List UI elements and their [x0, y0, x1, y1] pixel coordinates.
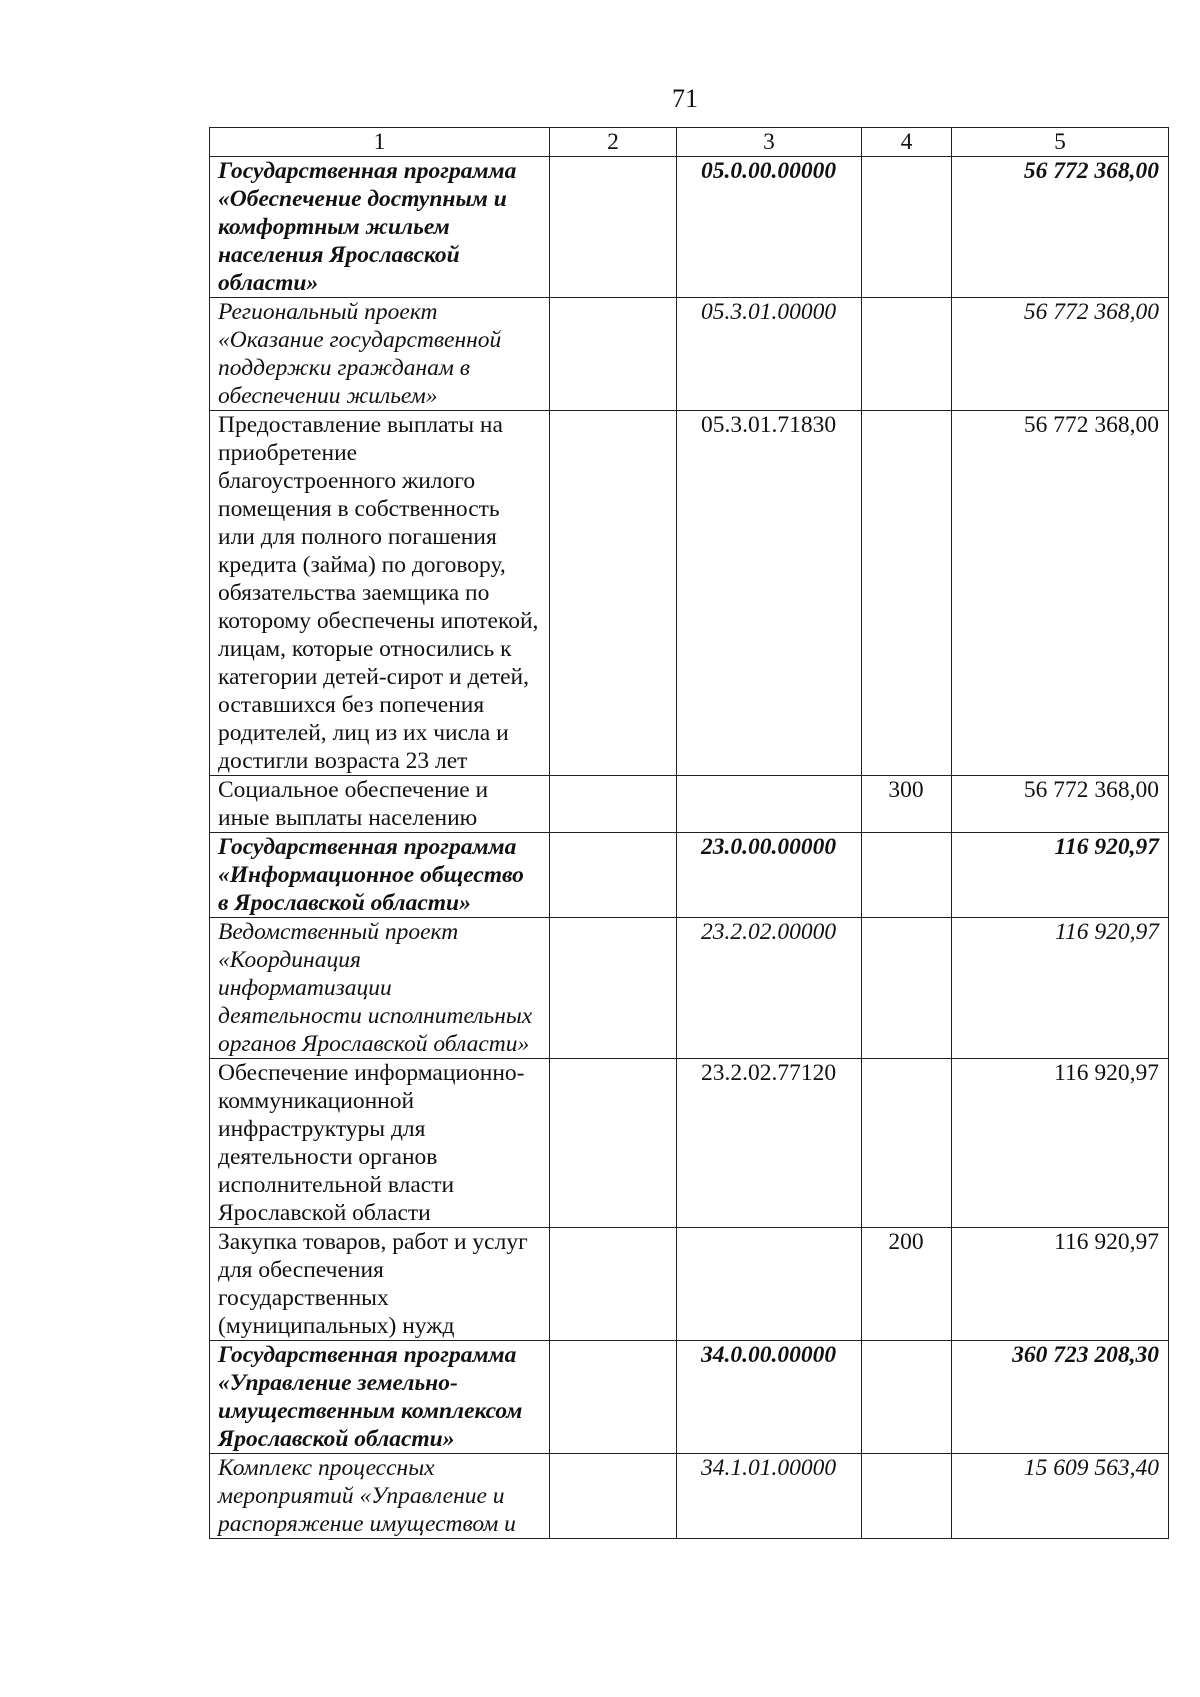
row-code: [677, 776, 862, 833]
header-col-2: 2: [550, 128, 677, 157]
row-col2: [550, 833, 677, 918]
row-code: 23.2.02.00000: [677, 918, 862, 1059]
row-amount: 56 772 368,00: [952, 411, 1169, 776]
row-amount: 56 772 368,00: [952, 776, 1169, 833]
row-col2: [550, 918, 677, 1059]
header-col-1: 1: [210, 128, 550, 157]
row-name: Ведомственный проект «Координация информатизации деятельности исполнительных органов Ярославской области»: [210, 918, 550, 1059]
row-type: 300: [862, 776, 952, 833]
row-type: [862, 298, 952, 411]
row-amount: 116 920,97: [952, 833, 1169, 918]
row-col2: [550, 157, 677, 298]
table-row: [210, 1341, 1169, 1454]
row-code: 05.0.00.00000: [677, 157, 862, 298]
table-row: [210, 918, 1169, 1059]
row-code: 34.0.00.00000: [677, 1341, 862, 1454]
row-type: 200: [862, 1228, 952, 1341]
row-name: Комплекс процессных мероприятий «Управление и распоряжение имуществом и: [210, 1454, 550, 1539]
header-col-3: 3: [677, 128, 862, 157]
row-name: Государственная программа «Управление земельно-имущественным комплексом Ярославской области»: [210, 1341, 550, 1454]
row-amount: 360 723 208,30: [952, 1341, 1169, 1454]
row-name: Государственная программа «Информационное общество в Ярославской области»: [210, 833, 550, 918]
row-type: [862, 1454, 952, 1539]
row-type: [862, 1059, 952, 1228]
row-amount: 56 772 368,00: [952, 298, 1169, 411]
row-name: Государственная программа «Обеспечение доступным и комфортным жильем населения Ярославской области»: [210, 157, 550, 298]
row-amount: 116 920,97: [952, 918, 1169, 1059]
row-col2: [550, 1059, 677, 1228]
row-code: 34.1.01.00000: [677, 1454, 862, 1539]
row-code: 05.3.01.71830: [677, 411, 862, 776]
row-name: Закупка товаров, работ и услуг для обеспечения государственных (муниципальных) нужд: [210, 1228, 550, 1341]
row-type: [862, 1341, 952, 1454]
row-col2: [550, 298, 677, 411]
row-col2: [550, 1341, 677, 1454]
row-type: [862, 157, 952, 298]
table-row: [210, 157, 1169, 298]
row-amount: 56 772 368,00: [952, 157, 1169, 298]
row-type: [862, 918, 952, 1059]
row-col2: [550, 1454, 677, 1539]
header-row: [210, 128, 1169, 157]
table-row: [210, 1454, 1169, 1539]
header-col-4: 4: [862, 128, 952, 157]
row-col2: [550, 776, 677, 833]
table-row: [210, 411, 1169, 776]
row-code: 23.0.00.00000: [677, 833, 862, 918]
row-type: [862, 411, 952, 776]
row-col2: [550, 411, 677, 776]
row-type: [862, 833, 952, 918]
row-amount: 116 920,97: [952, 1059, 1169, 1228]
table-row: [210, 776, 1169, 833]
row-name: Региональный проект «Оказание государственной поддержки гражданам в обеспечении жильем»: [210, 298, 550, 411]
row-col2: [550, 1228, 677, 1341]
table-row: [210, 1059, 1169, 1228]
row-amount: 116 920,97: [952, 1228, 1169, 1341]
table-row: [210, 298, 1169, 411]
page-number: 71: [672, 84, 698, 113]
budget-table: [209, 127, 1169, 1539]
row-code: 05.3.01.00000: [677, 298, 862, 411]
table-row: [210, 833, 1169, 918]
row-name: Предоставление выплаты на приобретение благоустроенного жилого помещения в собственность или для полного погашения кредита (займа) по договору, обязательства заемщика по которому обеспечены ипотекой, лицам, которые относились к категории детей-сирот и детей, оставшихся без попечения родителей, лиц из их числа и достигли возраста 23 лет: [210, 411, 550, 776]
header-col-5: 5: [952, 128, 1169, 157]
row-name: Обеспечение информационно-коммуникационной инфраструктуры для деятельности органов исполнительной власти Ярославской области: [210, 1059, 550, 1228]
row-amount: 15 609 563,40: [952, 1454, 1169, 1539]
row-code: 23.2.02.77120: [677, 1059, 862, 1228]
row-name: Социальное обеспечение и иные выплаты населению: [210, 776, 550, 833]
table-row: [210, 1228, 1169, 1341]
row-code: [677, 1228, 862, 1341]
